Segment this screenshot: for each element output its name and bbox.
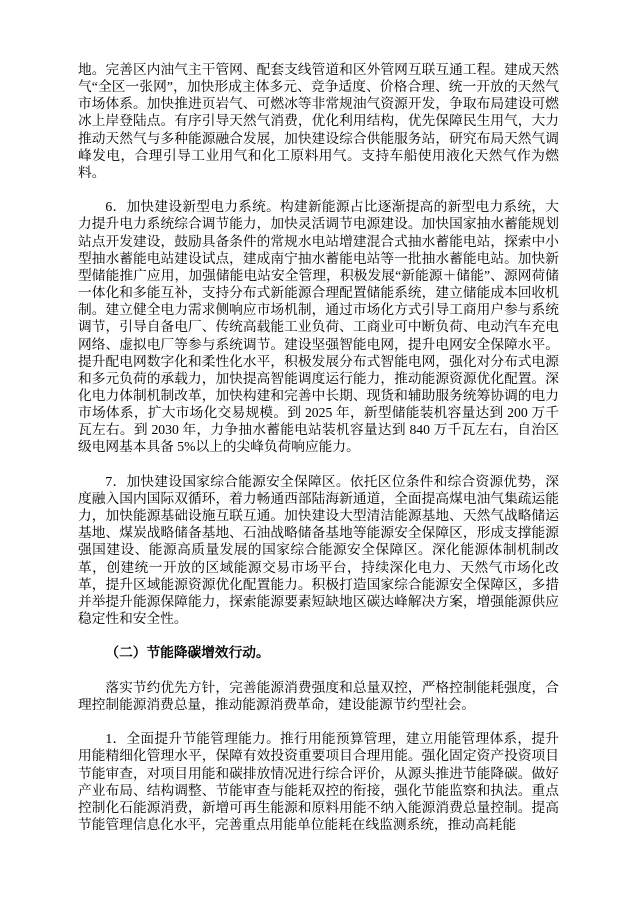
- section-heading: （二）节能降碳增效行动。: [105, 645, 270, 661]
- paragraph: 地。完善区内油气主干管网、配套支线管道和区外管网互联互通工程。建成天然气“全区一张网”，加快形成主体多元、竞争适度、价格合理、统一开放的天然气市场体系。加快推进页岩气、可燃冰等非常规油气资源开发，争取布局建设可燃冰上岸登陆点。有序引导天然气消费，优化利用结构，优先保障民生用气，大力推动天然气与多种能源融合发展，加快建设综合供能服务站，研究布局天然气调峰发电，合理引导工业用气和化工原料用气。支持车船使用液化天然气作为燃料。: [78, 62, 559, 180]
- paragraph: 落实节约优先方针，完善能源消费强度和总量双控，严格控制能耗强度，合理控制能源消费总量，推动能源消费革命，建设能源节约型社会。: [78, 679, 559, 712]
- document-text-block: [78, 61, 559, 833]
- paragraph: 6．加快建设新型电力系统。构建新能源占比逐渐提高的新型电力系统，大力提升电力系统综合调节能力，加快灵活调节电源建设。加快国家抽水蓄能规划站点开发建设，鼓励具备条件的常规水电站增建混合式抽水蓄能电站，探索中小型抽水蓄能电站建设试点，建成南宁抽水蓄能电站等一批抽水蓄能电站。加快新型储能推广应用，加强储能电站安全管理，积极发展“新能源＋储能”、源网荷储一体化和多能互补，支持分布式新能源合理配置储能系统，建立储能成本回收机制。建立健全电力需求侧响应市场机制，通过市场化方式引导工商用户参与系统调节，引导自备电厂、传统高载能工业负荷、工商业可中断负荷、电动汽车充电网络、虚拟电厂等参与系统调节。建设坚强智能电网，提升电网安全保障水平。提升配电网数字化和柔性化水平，积极发展分布式智能电网，强化对分布式电源和多元负荷的承载力，加快提高智能调度运行能力，推动能源资源优化配置。深化电力体制机制改革，加快构建和完善中长期、现货和辅助服务统筹协调的电力市场体系，扩大市场化交易规模。到 2025 年，新型储能装机容量达到 200 万千瓦左右。到 2030 年，力争抽水蓄能电站装机容量达到 840 万千瓦左右，自治区级电网基本具备 5%以上的尖峰负荷响应能力。: [78, 199, 559, 455]
- paragraph: 7．加快建设国家综合能源安全保障区。依托区位条件和综合资源优势，深度融入国内国际双循环，着力畅通西部陆海新通道，全面提高煤电油气集疏运能力，加快能源基础设施互联互通。加快建设大型清洁能源基地、天然气战略储运基地、煤炭战略储备基地、石油战略储备基地等能源安全保障区，形成支撑能源强国建设、能源高质量发展的国家综合能源安全保障区。深化能源体制机制改革，创建统一开放的区域能源交易市场平台，持续深化电力、天然气市场化改革，提升区域能源资源优化配置能力。积极打造国家综合能源安全保障区，多措并举提升能源保障能力，探索能源要素短缺地区碳达峰解决方案，增强能源供应稳定性和安全性。: [78, 473, 559, 627]
- paragraph: 1．全面提升节能管理能力。推行用能预算管理，建立用能管理体系，提升用能精细化管理水平，保障有效投资重要项目合理用能。强化固定资产投资项目节能审查，对项目用能和碳排放情况进行综合评价，从源头推进节能降碳。做好产业布局、结构调整、节能审查与能耗双控的衔接，强化节能监察和执法。重点控制化石能源消费，新增可再生能源和原料用能不纳入能源消费总量控制。提高节能管理信息化水平，完善重点用能单位能耗在线监测系统，推动高耗能: [78, 731, 559, 833]
